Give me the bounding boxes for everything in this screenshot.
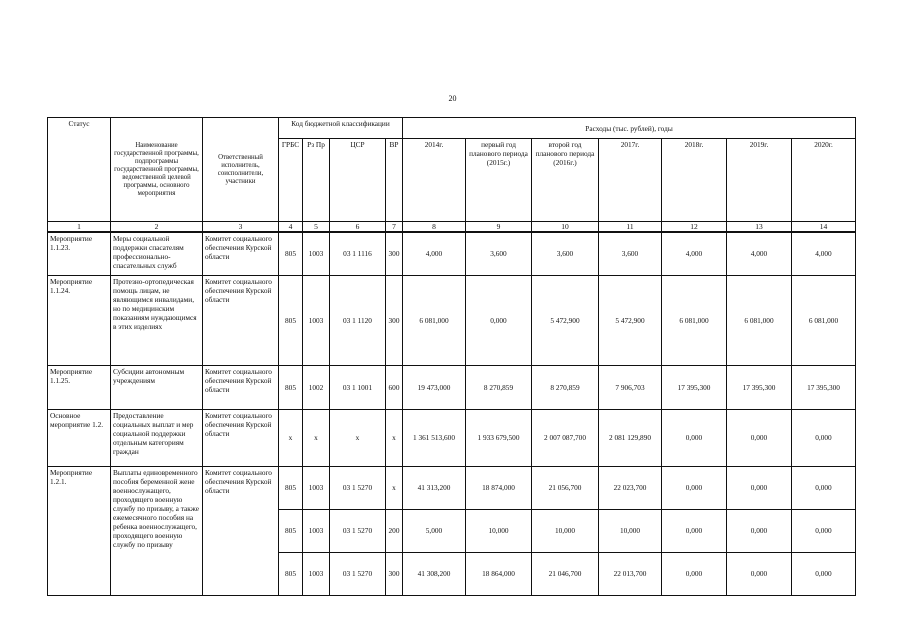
value-2018: 17 395,300 xyxy=(662,365,727,409)
column-number: 14 xyxy=(792,222,856,233)
table-row xyxy=(48,409,856,466)
grbs-cell: 805 xyxy=(279,275,303,365)
header-2017: 2017г. xyxy=(599,139,662,222)
column-number: 13 xyxy=(727,222,792,233)
executor-cell: Комитет социального обеспечения Курской области xyxy=(203,365,279,409)
value-2014: 4,000 xyxy=(403,232,466,275)
header-2015: первый год планового периода (2015г.) xyxy=(466,139,532,222)
value-2020: 0,000 xyxy=(792,552,856,595)
grbs-cell: 805 xyxy=(279,509,303,552)
column-number: 10 xyxy=(532,222,599,233)
column-number: 6 xyxy=(330,222,386,233)
csr-cell: 03 1 5270 xyxy=(330,509,386,552)
status-cell: Мероприятие 1.2.1. xyxy=(48,466,111,595)
column-number: 5 xyxy=(303,222,330,233)
rzpr-cell: х xyxy=(303,409,330,466)
value-2019: 4,000 xyxy=(727,232,792,275)
header-grbs: ГРБС xyxy=(279,139,303,222)
value-2019: 17 395,300 xyxy=(727,365,792,409)
header-2014: 2014г. xyxy=(403,139,466,222)
rzpr-cell: 1003 xyxy=(303,275,330,365)
vr-cell: 300 xyxy=(386,232,403,275)
value-2018: 4,000 xyxy=(662,232,727,275)
grbs-cell: х xyxy=(279,409,303,466)
table-row xyxy=(48,466,856,509)
value-2018: 0,000 xyxy=(662,552,727,595)
header-2019: 2019г. xyxy=(727,139,792,222)
value-2019: 0,000 xyxy=(727,409,792,466)
header-2016: второй год планового периода (2016г.) xyxy=(532,139,599,222)
value-2015: 3,600 xyxy=(466,232,532,275)
value-2014: 6 081,000 xyxy=(403,275,466,365)
grbs-cell: 805 xyxy=(279,552,303,595)
value-2016: 21 046,700 xyxy=(532,552,599,595)
header-2018: 2018г. xyxy=(662,139,727,222)
expenses-table xyxy=(47,117,856,596)
column-number: 1 xyxy=(48,222,111,233)
value-2020: 4,000 xyxy=(792,232,856,275)
column-number: 11 xyxy=(599,222,662,233)
value-2018: 0,000 xyxy=(662,466,727,509)
vr-cell: х xyxy=(386,409,403,466)
vr-cell: 600 xyxy=(386,365,403,409)
value-2018: 0,000 xyxy=(662,409,727,466)
value-2016: 21 056,700 xyxy=(532,466,599,509)
rzpr-cell: 1003 xyxy=(303,466,330,509)
name-cell: Субсидии автономным учреждениям xyxy=(111,365,203,409)
header-executor: Ответственный исполнитель, соисполнители, участники xyxy=(203,118,279,222)
grbs-cell: 805 xyxy=(279,232,303,275)
csr-cell: х xyxy=(330,409,386,466)
value-2014: 1 361 513,600 xyxy=(403,409,466,466)
executor-cell: Комитет социального обеспечения Курской области xyxy=(203,409,279,466)
header-budget-code: Код бюджетной классификации xyxy=(279,118,403,139)
csr-cell: 03 1 1001 xyxy=(330,365,386,409)
header-csr: ЦСР xyxy=(330,139,386,222)
header-expenses: Расходы (тыс. рублей), годы xyxy=(403,118,856,139)
value-2015: 1 933 679,500 xyxy=(466,409,532,466)
column-number: 3 xyxy=(203,222,279,233)
status-cell: Мероприятие 1.1.24. xyxy=(48,275,111,365)
name-cell: Предоставление социальных выплат и мер социальной поддержки отдельным категориям граждан xyxy=(111,409,203,466)
executor-cell: Комитет социального обеспечения Курской области xyxy=(203,275,279,365)
rzpr-cell: 1003 xyxy=(303,509,330,552)
value-2019: 0,000 xyxy=(727,552,792,595)
value-2016: 2 007 087,700 xyxy=(532,409,599,466)
header-status: Статус xyxy=(48,118,111,222)
column-number: 8 xyxy=(403,222,466,233)
header-rzpr: Рз Пр xyxy=(303,139,330,222)
column-number: 9 xyxy=(466,222,532,233)
status-cell: Основное мероприятие 1.2. xyxy=(48,409,111,466)
header-2020: 2020г. xyxy=(792,139,856,222)
value-2016: 3,600 xyxy=(532,232,599,275)
value-2016: 8 270,859 xyxy=(532,365,599,409)
status-cell: Мероприятие 1.1.25. xyxy=(48,365,111,409)
rzpr-cell: 1002 xyxy=(303,365,330,409)
csr-cell: 03 1 1116 xyxy=(330,232,386,275)
value-2020: 0,000 xyxy=(792,409,856,466)
value-2017: 22 023,700 xyxy=(599,466,662,509)
rzpr-cell: 1003 xyxy=(303,552,330,595)
value-2019: 6 081,000 xyxy=(727,275,792,365)
column-number: 7 xyxy=(386,222,403,233)
table-row xyxy=(48,365,856,409)
column-number: 2 xyxy=(111,222,203,233)
status-cell: Мероприятие 1.1.23. xyxy=(48,232,111,275)
value-2017: 7 906,703 xyxy=(599,365,662,409)
value-2019: 0,000 xyxy=(727,509,792,552)
column-number-row xyxy=(48,222,856,233)
executor-cell: Комитет социального обеспечения Курской области xyxy=(203,232,279,275)
name-cell: Меры социальной поддержки спасателям профессионально-спасательных служб xyxy=(111,232,203,275)
csr-cell: 03 1 5270 xyxy=(330,552,386,595)
value-2015: 18 864,000 xyxy=(466,552,532,595)
value-2015: 8 270,859 xyxy=(466,365,532,409)
grbs-cell: 805 xyxy=(279,466,303,509)
value-2014: 41 313,200 xyxy=(403,466,466,509)
column-number: 4 xyxy=(279,222,303,233)
value-2016: 5 472,900 xyxy=(532,275,599,365)
value-2017: 5 472,900 xyxy=(599,275,662,365)
executor-cell: Комитет социального обеспечения Курской области xyxy=(203,466,279,595)
vr-cell: 200 xyxy=(386,509,403,552)
value-2017: 2 081 129,890 xyxy=(599,409,662,466)
value-2018: 0,000 xyxy=(662,509,727,552)
value-2014: 19 473,000 xyxy=(403,365,466,409)
value-2020: 0,000 xyxy=(792,466,856,509)
csr-cell: 03 1 1120 xyxy=(330,275,386,365)
value-2017: 3,600 xyxy=(599,232,662,275)
value-2015: 0,000 xyxy=(466,275,532,365)
rzpr-cell: 1003 xyxy=(303,232,330,275)
page-number: 20 xyxy=(448,94,457,103)
value-2017: 10,000 xyxy=(599,509,662,552)
vr-cell: 300 xyxy=(386,275,403,365)
grbs-cell: 805 xyxy=(279,365,303,409)
column-number: 12 xyxy=(662,222,727,233)
table-row xyxy=(48,275,856,365)
table-row xyxy=(48,232,856,275)
value-2014: 5,000 xyxy=(403,509,466,552)
name-cell: Выплаты единовременного пособия беременной жене военнослужащего, проходящего военную службу по призыву, а также ежемесячного пособия на ребенка военнослужащего, проходящего военную службу по призыву xyxy=(111,466,203,595)
vr-cell: 300 xyxy=(386,552,403,595)
value-2019: 0,000 xyxy=(727,466,792,509)
vr-cell: х xyxy=(386,466,403,509)
name-cell: Протезно-ортопедическая помощь лицам, не являющимся инвалидами, но по медицинским показаниям нуждающимся в этих изделиях xyxy=(111,275,203,365)
value-2018: 6 081,000 xyxy=(662,275,727,365)
csr-cell: 03 1 5270 xyxy=(330,466,386,509)
value-2020: 6 081,000 xyxy=(792,275,856,365)
value-2020: 0,000 xyxy=(792,509,856,552)
header-name: Наименование государственной программы, подпрограммы государственной программы, ведомственной целевой программы, основного мероприятия xyxy=(111,118,203,222)
value-2014: 41 308,200 xyxy=(403,552,466,595)
value-2015: 18 874,000 xyxy=(466,466,532,509)
value-2016: 10,000 xyxy=(532,509,599,552)
header-vr: ВР xyxy=(386,139,403,222)
value-2015: 10,000 xyxy=(466,509,532,552)
value-2017: 22 013,700 xyxy=(599,552,662,595)
value-2020: 17 395,300 xyxy=(792,365,856,409)
